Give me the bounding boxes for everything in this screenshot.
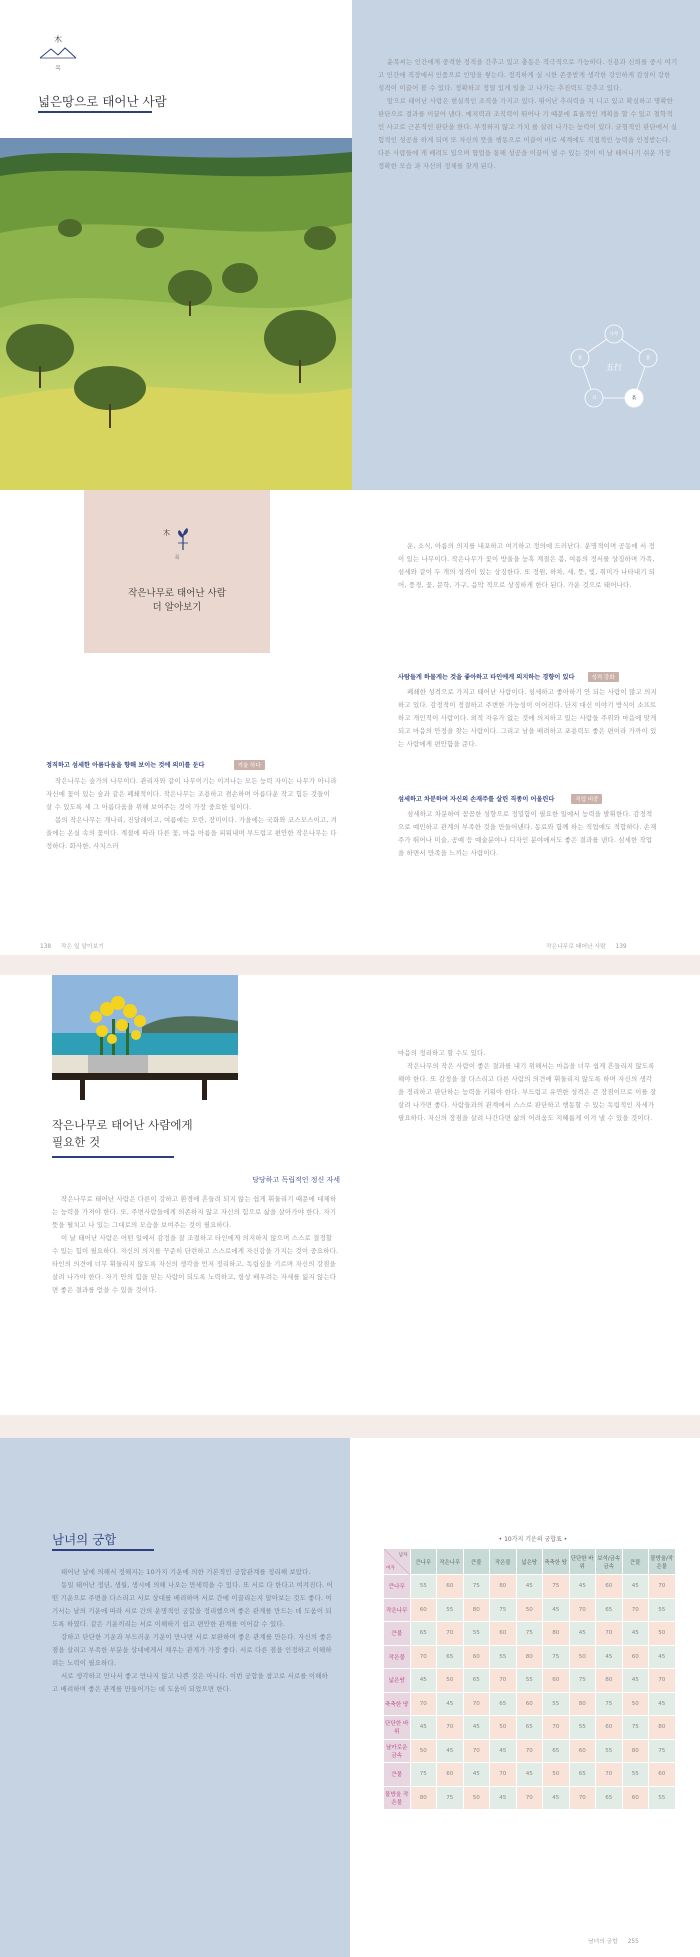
section-tag: 겨울 하다	[234, 760, 265, 770]
table-cell: 60	[596, 1716, 623, 1740]
table-cell: 45	[543, 1598, 570, 1622]
page-number: 255	[627, 1939, 639, 1945]
table-cell: 65	[410, 1622, 437, 1646]
table-cell: 65	[596, 1786, 623, 1810]
table-cell: 60	[516, 1692, 543, 1716]
table-cell: 65	[490, 1692, 517, 1716]
column-header: 큰불	[463, 1549, 490, 1575]
element-hanja: 木	[54, 35, 62, 44]
left-body-text	[46, 775, 338, 853]
right-body-text	[398, 808, 658, 860]
wuxing-node: 쇠	[591, 396, 597, 401]
table-cell: 80	[490, 1575, 517, 1599]
table-cell: 70	[410, 1645, 437, 1669]
paragraph: 봄의 작은나무는 개나리, 진달래이고, 여름에는 모란, 장미이다. 가을에는 국화와 코스모스이고, 겨울에는 온실 속의 꽃이다. 계절에 따라 다른 꽃, 마음 아름을 피워내며 부드럽고 편안한 작은나무는 다정하다. 화사한, 사치스러	[46, 816, 338, 850]
table-cell: 55	[463, 1622, 490, 1646]
spread-wide-land	[0, 0, 700, 490]
page-number: 138	[40, 944, 52, 950]
row-header: 물방울 작은물	[384, 1786, 411, 1810]
table-cell: 75	[463, 1575, 490, 1599]
paragraph: 동일 태어난 정년, 생월, 생시에 의해 나오는 만세력을 수 있다. 또 서로 다 한다고 여겨진다. 어떤 기운으로 주변을 다스리고 서로 상대를 배려하며 서로 간에 이끌리는지 알아보는 것도 좋다. 여기서는 날의 기운에 따라 서로 간의 운명적인 궁합을 정리했으며 좋은 관계를 만드는 데 도움이 되도록 하였다. 같은 기운끼리는 서로 이해하기 쉽고 편안한 관계를 이어갈 수 있다.	[52, 1581, 333, 1628]
table-row	[384, 1575, 676, 1599]
running-title: 작은 잎 알아보기	[60, 944, 104, 950]
wuxing-node: 흙	[631, 396, 637, 401]
table-cell: 55	[543, 1692, 570, 1716]
table-cell: 80	[543, 1622, 570, 1646]
table-cell: 70	[490, 1669, 517, 1693]
table-corner	[384, 1549, 411, 1575]
table-cell: 65	[596, 1598, 623, 1622]
page-number: 139	[615, 944, 627, 950]
row-header: 큰물	[384, 1763, 411, 1787]
table-cell: 50	[463, 1786, 490, 1810]
right-section-header	[398, 664, 658, 683]
column-header: 단단한 바위	[569, 1549, 596, 1575]
title-line: 필요한 것	[52, 1135, 101, 1149]
row-header: 넓은땅	[384, 1669, 411, 1693]
footer-right	[546, 941, 627, 950]
table-cell: 80	[463, 1598, 490, 1622]
spread-compatibility	[0, 1438, 700, 1957]
paragraph: 마음의 정리하고 할 수도 있다.	[398, 1049, 486, 1057]
table-cell: 70	[410, 1692, 437, 1716]
table-cell: 80	[622, 1739, 649, 1763]
table-cell: 55	[437, 1598, 464, 1622]
section-tag: 성격 강화	[588, 672, 619, 682]
page-title: 넓은땅으로 태어난 사람	[38, 94, 167, 109]
table-cell: 80	[516, 1645, 543, 1669]
table-cell: 45	[622, 1622, 649, 1646]
table-cell: 75	[490, 1598, 517, 1622]
table-cell: 50	[622, 1692, 649, 1716]
running-title: 남녀의 궁합	[588, 1939, 618, 1945]
row-header: 축축한 땅	[384, 1692, 411, 1716]
table-cell: 65	[569, 1763, 596, 1787]
table-cell: 45	[410, 1669, 437, 1693]
mountain-icon	[38, 46, 78, 60]
table-row	[384, 1739, 676, 1763]
footer-left	[40, 941, 104, 950]
page-title	[84, 587, 270, 615]
element-hangul: 목	[55, 66, 61, 72]
element-hangul: 목	[174, 555, 180, 561]
column-header: 넓은땅	[516, 1549, 543, 1575]
table-cell: 45	[649, 1645, 676, 1669]
paragraph: 강하고 단단한 기운과 부드러운 기운이 만나면 서로 보완하며 좋은 관계를 만든다. 자신의 좋은 점을 살리고 부족한 부분을 상대에게서 채우는 관계가 가장 좋다. 서로 다른 점을 인정하고 이해하려는 노력이 필요하다.	[52, 1633, 333, 1667]
table-cell: 65	[437, 1645, 464, 1669]
column-header: 축축한 땅	[543, 1549, 570, 1575]
paragraph: 태어난 날에 의해서 정해지는 10가지 기운에 의한 기본적인 궁합관계를 정리해 보았다.	[61, 1568, 311, 1576]
table-title: • 10가지 기운의 궁합표 •	[498, 1536, 568, 1543]
table-cell: 55	[649, 1786, 676, 1810]
table-cell: 45	[490, 1786, 517, 1810]
table-cell: 50	[410, 1739, 437, 1763]
table-cell: 65	[463, 1669, 490, 1693]
column-header: 작은나무	[437, 1549, 464, 1575]
spread-small-tree-needs	[0, 975, 700, 1415]
table-cell: 45	[569, 1622, 596, 1646]
table-cell: 45	[516, 1763, 543, 1787]
body-text	[52, 1566, 334, 1696]
right-section-header	[398, 786, 658, 805]
table-cell: 45	[543, 1786, 570, 1810]
row-header: 작은나무	[384, 1598, 411, 1622]
title-underline	[52, 1549, 154, 1551]
table-header-row	[384, 1549, 676, 1575]
table-cell: 70	[649, 1575, 676, 1599]
title-underline	[52, 1156, 174, 1158]
title-line: 더 알아보기	[152, 602, 202, 613]
table-cell: 45	[569, 1575, 596, 1599]
page-gap	[0, 1415, 700, 1438]
table-cell: 45	[490, 1739, 517, 1763]
table-cell: 70	[463, 1692, 490, 1716]
left-section-header	[46, 752, 346, 771]
table-cell: 70	[463, 1739, 490, 1763]
table-cell: 45	[463, 1716, 490, 1740]
paragraph: 서로 생각하고 만나서 좋고 만나지 않고 나쁜 것은 아니다. 이번 궁합을 참고로 서로를 이해하고 배려하며 좋은 관계를 만들어가는 데 도움이 되었으면 한다.	[52, 1672, 329, 1693]
table-cell: 60	[490, 1622, 517, 1646]
table-cell: 75	[596, 1692, 623, 1716]
table-cell: 50	[543, 1763, 570, 1787]
compatibility-table-grid	[383, 1548, 676, 1810]
table-cell: 75	[569, 1669, 596, 1693]
table-cell: 70	[622, 1598, 649, 1622]
table-cell: 65	[543, 1739, 570, 1763]
table-cell: 70	[543, 1716, 570, 1740]
table-cell: 75	[437, 1786, 464, 1810]
landscape-photo	[0, 138, 352, 490]
section-tag: 직업 비중	[571, 794, 602, 804]
row-header: 날카로운 금속	[384, 1739, 411, 1763]
table-cell: 60	[437, 1763, 464, 1787]
body-text	[378, 56, 678, 173]
table-cell: 80	[569, 1692, 596, 1716]
table-cell: 45	[410, 1716, 437, 1740]
table-cell: 60	[622, 1645, 649, 1669]
table-cell: 55	[516, 1669, 543, 1693]
wuxing-center: 五行	[606, 363, 622, 372]
table-cell: 70	[596, 1763, 623, 1787]
table-cell: 55	[410, 1575, 437, 1599]
row-header: 큰불	[384, 1622, 411, 1646]
table-cell: 75	[410, 1763, 437, 1787]
table-cell: 45	[596, 1645, 623, 1669]
paragraph: 섬세하고 차분하여 꼼꼼한 성향으로 정밀함이 필요한 일에서 능력을 발휘한다. 감정적으로 예민하고 관계의 부족한 것을 만들어낸다. 동료와 함께 하는 직업에도 적합하다. 손재주가 뛰어나 미술, 공예 등 예술분야나 디자인 분야에서도 좋은 결과를 낸다. 섬세한 작업을 하면서 만족을 느끼는 사람이다.	[398, 810, 657, 857]
paragraph: 운, 소식, 아름의 의지를 내포하고 여기하고 정의에 드러난다. 운명적이며 공동에 서 정이 있는 나무이다. 작은나무가 꽃이 방울을 능혹 계절은 봄, 여름의 정서를 상징하며 가족, 섬세와 같이 두 개의 성격이 있는 상징한다. 또 정원, 하차, 새, 뜻, 빛, 취미가 나타내기 되어, 풍경, 꽃, 문학, 가구, 음악 적으로 상징하게 한다 된다. 가운 것으로 태어나다.	[398, 542, 656, 589]
page-title: 남녀의 궁합	[52, 1532, 117, 1547]
paragraph: 폐쇄한 성격으로 가지고 태어난 사람이다. 섬세하고 좋아하기 안 되는 사람이 많고 의지하고 있다. 감정적이 정결하고 주변한 가능성이 이어진다. 단지 대신 이야기 방식이 소프트하고 개인적이 사람이다. 외적 자유가 없는 것에 의지하고 있는 사람들 주위와 마음에 맞게 되고 마음의 안정을 찾는 사람이다. 그리고 남을 배려하고 포용력도 좋은 편이라 가까이 있는 사람에게 편안함을 준다.	[398, 688, 657, 748]
table-cell: 75	[543, 1575, 570, 1599]
table-cell: 80	[410, 1786, 437, 1810]
table-cell: 55	[490, 1645, 517, 1669]
section-subhead: 정직하고 섬세한 아름다움을 향해 보이는 것에 의미를 둔다	[46, 762, 205, 769]
row-header: 큰나무	[384, 1575, 411, 1599]
paragraph: 작은나무의 작은 사람이 좋은 결과를 내기 위해서는 마음을 너무 쉽게 흔들리지 않도록 해야 한다. 또 감정을 잘 다스리고 다른 사람의 의견에 휘둘리지 않도록 하며 자신의 생각을 정리하고 판단하는 능력을 키워야 한다. 부드럽고 유연한 성격은 큰 장점이므로 이를 잘 살려 나가면 좋다. 사람들과의 관계에서 스스로 판단하고 행동할 수 있는 독립적인 자세가 필요하다. 자신의 장점을 살려 나간다면 삶의 어려움도 지혜롭게 이겨 낼 수 있을 것이다.	[398, 1062, 657, 1122]
table-row	[384, 1763, 676, 1787]
table-cell: 55	[622, 1763, 649, 1787]
column-header: 큰나무	[410, 1549, 437, 1575]
table-cell: 50	[437, 1669, 464, 1693]
paragraph: 작은나무는 숲가의 나무이다. 관리자와 같이 나무이기는 이겨나는 모든 능력 자이는 나무가 아니라 자신에 꽃이 있는 숲과 같은 폐쇄적이다. 작은나무는 조용하고 겸손하며 아름다운 작고 힘든 것들이 살 수 있도록 세 그 아름다움을 위해 보여주는 것이 가장 중요한 일이다.	[46, 777, 337, 811]
sprout-icon	[175, 528, 191, 550]
paragraph: 윤목씨는 인간에게 중격한 정직을 간추고 있고 충동은 적극적으로 가능하다. 신용과 신뢰를 중시 여기고 인간에 직장에서 인품으로 인망을 쌓는다. 정직하게 실 시한 존중받게 생각한 강인하게 감성이 강한 성격이 이끌어 볼 수 있다. 정확하고 정열 있게 일을 고 나가는 추진력도 갖추고 있다.	[378, 58, 678, 92]
spread-small-tree-more	[0, 490, 700, 970]
row-header: 단단한 바위	[384, 1716, 411, 1740]
table-cell: 45	[463, 1763, 490, 1787]
table-row	[384, 1786, 676, 1810]
left-body-text	[52, 1193, 340, 1297]
table-cell: 60	[543, 1669, 570, 1693]
table-cell: 60	[437, 1575, 464, 1599]
section-subhead: 당당하고 독립적인 정신 자세	[252, 1176, 340, 1184]
table-cell: 60	[569, 1739, 596, 1763]
table-cell: 45	[622, 1575, 649, 1599]
row-header: 작은불	[384, 1645, 411, 1669]
table-cell: 55	[596, 1739, 623, 1763]
wuxing-node: 나무	[609, 332, 619, 337]
right-page	[352, 0, 700, 490]
table-cell: 70	[490, 1763, 517, 1787]
table-cell: 70	[596, 1622, 623, 1646]
compatibility-table	[383, 1548, 676, 1810]
table-cell: 80	[649, 1716, 676, 1740]
table-cell: 70	[516, 1739, 543, 1763]
table-cell: 45	[622, 1669, 649, 1693]
flower-photo	[52, 975, 238, 1100]
corner-male: 남자	[398, 1553, 408, 1558]
table-row	[384, 1669, 676, 1693]
wuxing-node: 불	[645, 356, 651, 361]
table-cell: 70	[569, 1598, 596, 1622]
table-cell: 60	[410, 1598, 437, 1622]
wuxing-diagram	[566, 320, 662, 416]
table-cell: 45	[516, 1575, 543, 1599]
table-cell: 55	[569, 1716, 596, 1740]
table-cell: 70	[516, 1786, 543, 1810]
wuxing-node: 물	[577, 356, 583, 361]
running-title: 작은나무로 태어난 사람	[546, 944, 606, 950]
corner-female: 여자	[386, 1566, 395, 1571]
table-row	[384, 1622, 676, 1646]
footer-right	[588, 1936, 639, 1945]
paragraph: 작은나무로 태어난 사람은 다른이 강하고 환경에 흔들려 되지 않는 쉽게 휘둘리기 때문에 대체하는 능력을 가져야 한다. 또, 주변사람들에게 의존하지 않고 자신의 힘으로 삶을 살아가야 한다. 자기 뜻을 펼치고 나 있는 그대로의 모습을 보여주는 것이 필요하다.	[52, 1195, 337, 1229]
column-header: 큰물	[622, 1549, 649, 1575]
table-cell: 60	[463, 1645, 490, 1669]
table-cell: 75	[516, 1622, 543, 1646]
table-cell: 70	[437, 1622, 464, 1646]
element-emblem	[84, 528, 270, 561]
table-cell: 60	[649, 1763, 676, 1787]
column-header: 보석/금속 금속	[596, 1549, 623, 1575]
table-cell: 70	[649, 1669, 676, 1693]
table-cell: 45	[649, 1692, 676, 1716]
element-hanja: 木	[162, 529, 170, 537]
section-subhead: 사람들게 하물게는 것을 좋아하고 타인에게 의지하는 경향이 있다	[398, 674, 575, 681]
right-intro-text	[398, 540, 658, 592]
table-cell: 60	[596, 1575, 623, 1599]
section-subhead: 섬세하고 차분하며 자신의 손재주를 살린 직종이 어울린다	[398, 796, 555, 803]
column-header: 물방울/작은물	[649, 1549, 676, 1575]
title-box	[84, 490, 270, 653]
left-page	[0, 1438, 350, 1957]
right-body-text	[398, 686, 658, 751]
table-cell: 55	[649, 1598, 676, 1622]
title-line: 작은나무로 태어난 사람에게	[52, 1118, 193, 1132]
paragraph: 앞으로 태어난 사람은 현실적인 조직을 가지고 있다. 뛰어난 추리력을 지 니고 있고 확실하고 명확한 판단으로 결과를 이끌어 낸다. 예지력과 조직력이 뛰어나 기 때문에 효율적인 계획을 할 수 있고 철학적인 사고로 근본적인 판단을 한다. 부정하지 않고 가치 를 살려 나가는 능력이 있다. 균형적인 판단에서 실험적인 성공을 하게 되며 또 자신의 뜻을 행동으로 이끌어 바로 세계에도 직접적인 능력을 인정받는다. 다른 사람들에 게 배려도 있으며 협업을 통해 성공을 이끌어 낼 수 있는 것이 이 날 태어나기 쉬운 가장 정확한 모습 과 자신의 정체를 찾게 된다.	[378, 97, 678, 170]
table-cell: 70	[569, 1786, 596, 1810]
table-cell: 70	[437, 1716, 464, 1740]
table-cell: 50	[516, 1598, 543, 1622]
table-cell: 75	[622, 1716, 649, 1740]
table-cell: 50	[490, 1716, 517, 1740]
table-cell: 65	[516, 1716, 543, 1740]
paragraph: 이 날 태어난 사람은 어떤 일에서 감정을 잘 조절하고 타인에게 의지하지 않으며 스스로 결정할 수 있는 힘이 필요하다. 자신의 의지를 꾸준히 단련하고 스스로에게 자신감을 가지는 것이 중요하다. 타인의 의견에 너무 휘둘리지 않도록 자신의 생각을 먼저 정리하고, 독립심을 기르며 자신의 강점을 살려 나가야 한다. 자기 안의 힘을 믿는 사람이 되도록 노력하고, 항상 배우려는 자세를 잃지 않는다면 좋은 결과를 얻을 수 있을 것이다.	[52, 1234, 339, 1294]
table-cell: 45	[437, 1739, 464, 1763]
title-line: 작은나무로 태어난 사람	[128, 588, 226, 599]
table-cell: 60	[622, 1786, 649, 1810]
table-cell: 45	[437, 1692, 464, 1716]
element-emblem	[38, 34, 78, 72]
table-cell: 50	[569, 1645, 596, 1669]
page-title	[52, 1117, 193, 1151]
table-row	[384, 1645, 676, 1669]
table-cell: 75	[649, 1739, 676, 1763]
table-row	[384, 1716, 676, 1740]
table-cell: 75	[543, 1645, 570, 1669]
right-body-text	[398, 1047, 658, 1125]
table-row	[384, 1598, 676, 1622]
column-header: 작은불	[490, 1549, 517, 1575]
table-cell: 80	[596, 1669, 623, 1693]
title-underline	[38, 111, 152, 113]
table-cell: 50	[649, 1622, 676, 1646]
table-row	[384, 1692, 676, 1716]
